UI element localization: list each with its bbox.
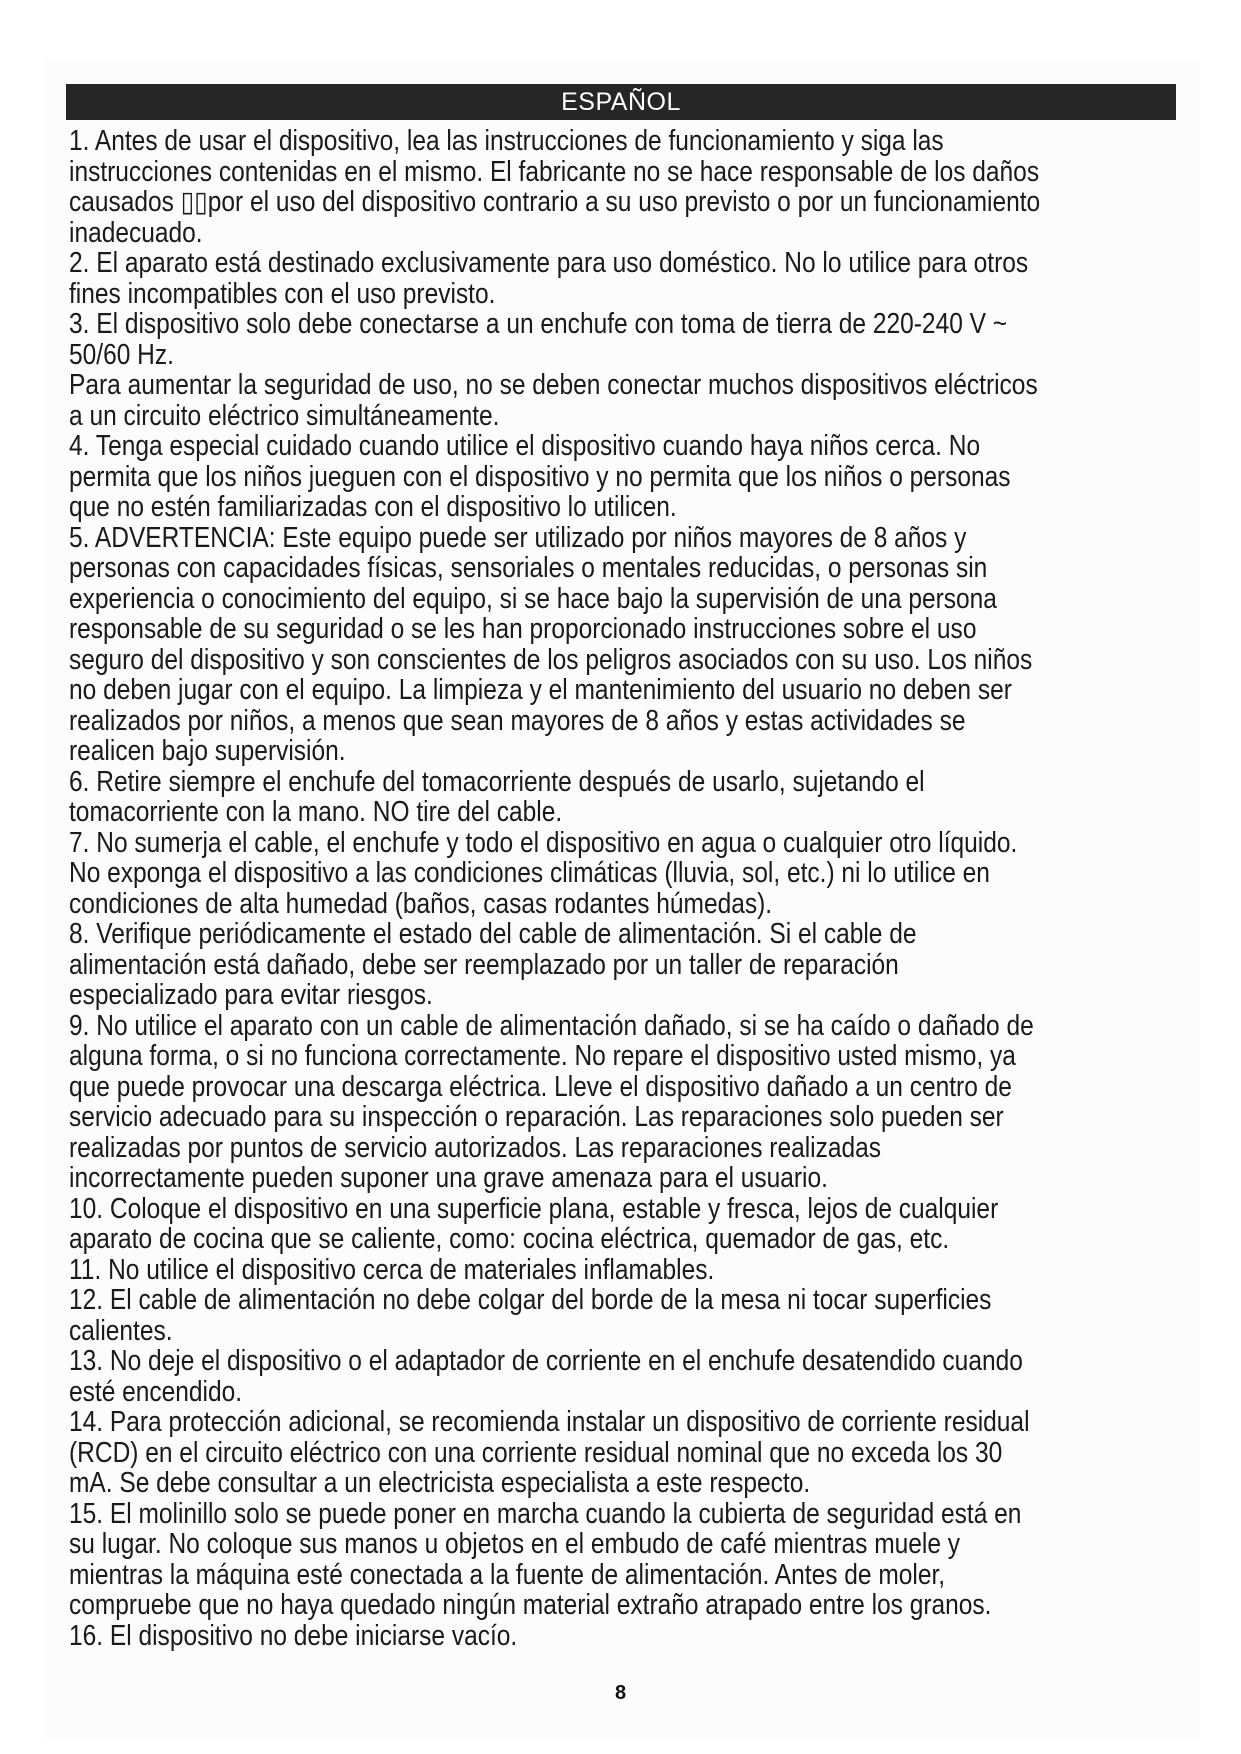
paragraph-10: 10. Coloque el dispositivo en una superficie plana, estable y fresca, lejos de cualquier aparato de cocina que se caliente, como: cocina eléctrica, quemador de gas, etc. — [69, 1192, 999, 1255]
paragraph-6: 6. Retire siempre el enchufe del tomacorriente después de usarlo, sujetando el tomacorriente con la mano. NO tire del cable. — [69, 765, 925, 828]
paragraph-13: 13. No deje el dispositivo o el adaptador de corriente en el enchufe desatendido cuando esté encendido. — [69, 1345, 1023, 1408]
paragraph-3: 3. El dispositivo solo debe conectarse a un enchufe con toma de tierra de 220-240 V ~ 50/60 Hz. — [69, 308, 1008, 371]
language-header: ESPAÑOL — [66, 84, 1176, 120]
page-number: 8 — [614, 1682, 627, 1704]
paragraph-4: 4. Tenga especial cuidado cuando utilice el dispositivo cuando haya niños cerca. No permita que los niños jueguen con el dispositivo y no permita que los niños o personas que no estén familiarizadas con el dispositivo lo utilicen. — [69, 430, 1011, 523]
paragraph-5: 5. ADVERTENCIA: Este equipo puede ser utilizado por niños mayores de 8 años y personas con capacidades físicas, sensoriales o mentales reducidas, o personas sin experiencia o conocimiento del equipo, si se hace bajo la supervisión de una persona responsable de su seguridad o se les han proporcionado instrucciones sobre el uso seguro del dispositivo y son conscientes de los peligros asociados con su uso. Los niños no deben jugar con el equipo. La limpieza y el mantenimiento del usuario no deben ser realizados por niños, a menos que sean mayores de 8 años y estas actividades se realicen bajo supervisión. — [69, 521, 1033, 767]
paragraph-2: 2. El aparato está destinado exclusivamente para uso doméstico. No lo utilice para otros fines incompatibles con el uso previsto. — [69, 247, 1029, 310]
paragraph-7: 7. No sumerja el cable, el enchufe y todo el dispositivo en agua o cualquier otro líquido. No exponga el dispositivo a las condiciones climáticas (lluvia, sol, etc.) ni lo utilice en condiciones de alta humedad (baños, casas rodantes húmedas). — [69, 826, 1018, 920]
paragraph-12: 12. El cable de alimentación no debe colgar del borde de la mesa ni tocar superficies calientes. — [69, 1284, 992, 1347]
paragraph-15: 15. El molinillo solo se puede poner en marcha cuando la cubierta de seguridad está en su lugar. No coloque sus manos u objetos en el embudo de café mientras muele y mientras la máquina esté conectada a la fuente de alimentación. Antes de moler, compruebe que no haya quedado ningún material extraño atrapado entre los granos. — [69, 1497, 1022, 1621]
paragraph-9: 9. No utilice el aparato con un cable de alimentación dañado, si se ha caído o dañado de alguna forma, o si no funciona correctamente. No repare el dispositivo usted mismo, ya que puede provocar una descarga eléctrica. Lleve el dispositivo dañado a un centro de servicio adecuado para su inspección o reparación. Las reparaciones solo pueden ser realizadas por puntos de servicio autorizados. Las reparaciones realizadas incorrectamente pueden suponer una grave amenaza para el usuario. — [69, 1009, 1034, 1194]
paragraph-16: 16. El dispositivo no debe iniciarse vacío. — [69, 1619, 518, 1652]
paragraph-11: 11. No utilice el dispositivo cerca de materiales inflamables. — [69, 1253, 715, 1286]
paragraph-1: 1. Antes de usar el dispositivo, lea las instrucciones de funcionamiento y siga las instrucciones contenidas en el mismo. El fabricante no se hace responsable de los daños causados ▯▯por el uso del dispositivo contrario a su uso previsto o por un funcionamiento inadecuado. — [69, 125, 1041, 249]
paragraph-3-note: Para aumentar la seguridad de uso, no se deben conectar muchos dispositivos eléctricos a un circuito eléctrico simultáneamente. — [69, 369, 1038, 432]
paragraph-14: 14. Para protección adicional, se recomienda instalar un dispositivo de corriente residual (RCD) en el circuito eléctrico con una corriente residual nominal que no exceda los 30 mA. Se debe consultar a un electricista especialista a este respecto. — [69, 1406, 1030, 1499]
paragraph-8: 8. Verifique periódicamente el estado del cable de alimentación. Si el cable de alimentación está dañado, debe ser reemplazado por un taller de reparación especializado para evitar riesgos. — [69, 918, 917, 1011]
instructions-body — [69, 126, 1041, 1651]
